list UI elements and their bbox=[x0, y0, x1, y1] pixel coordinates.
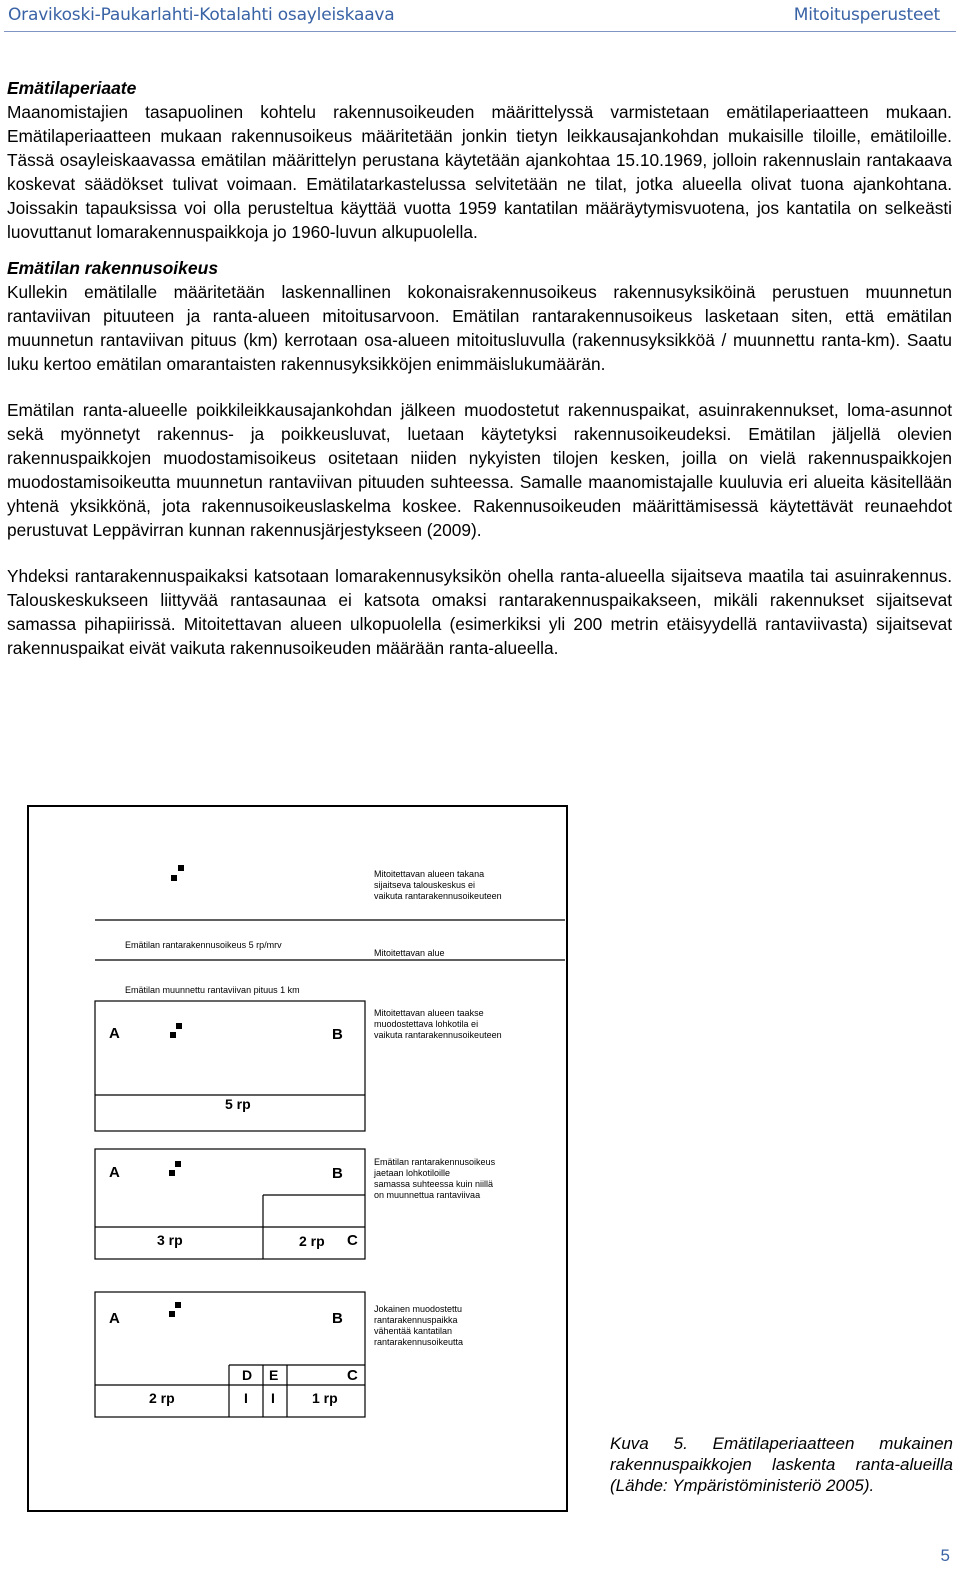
panel-1-a: A bbox=[109, 1025, 120, 1042]
figure-diagram bbox=[27, 805, 569, 1513]
label-alue: Mitoitettavan alue bbox=[374, 948, 445, 958]
panel-3-c: C bbox=[347, 1367, 358, 1384]
panel-2-b: B bbox=[332, 1165, 343, 1182]
page-header bbox=[0, 0, 960, 34]
paragraph-rakennusoikeus-2: Emätilan ranta-alueelle poikkileikkausajankohdan jälkeen muodostetut rakennuspaikat, asuinrakennukset, loma-asunnot sekä myönnetyt rakennus- ja poikkeusluvat, luetaan käytetyksi rakennusoikeudeksi. Emätilan jäljellä olevien rakennuspaikkojen muodostamisoikeus ositetaan niiden nykyisten tilojen kesken, joilla on vielä rakennuspaikkojen muodostamisoikeutta muunnetun rantaviivan pituuden suhteessa. Samalle maanomistajalle kuuluvia eri alueita käsitellään yhtenä yksikkönä, jota rakennusoikeuslaskelma koskee. Rakennusoikeuden määrittämisessä käytettävät reunaehdot perustuvat Leppävirran kunnan rakennusjärjestykseen (2009). bbox=[7, 400, 952, 540]
note-3-3: samassa suhteessa kuin niillä bbox=[374, 1179, 494, 1189]
note-3-2: jaetaan lohkotiloille bbox=[374, 1168, 451, 1178]
label-rakennusoikeus: Emätilan rantarakennusoikeus 5 rp/mrv bbox=[125, 940, 282, 950]
panel-2-a: A bbox=[109, 1164, 120, 1181]
panel-3-i1: I bbox=[244, 1390, 248, 1406]
note-4-2: rantarakennuspaikka bbox=[374, 1315, 458, 1325]
panel-2-rp2: 2 rp bbox=[299, 1233, 325, 1249]
note-4-1: Jokainen muodostettu bbox=[374, 1304, 463, 1314]
note-2-2: muodostettava lohkotila ei bbox=[374, 1019, 479, 1029]
panel-3-e: E bbox=[269, 1367, 279, 1383]
note-top-2: sijaitseva talouskeskus ei bbox=[374, 880, 476, 890]
paragraph-rakennusoikeus-3: Yhdeksi rantarakennuspaikaksi katsotaan lomarakennusyksikön ohella ranta-alueella sijaitseva maatila tai asuinrakennus. Talouskeskukseen liittyvää rantasaunaa ei katsota omaksi rantarakennuspaikakseen, mikäli rakennukset sijaitsevat samassa pihapiirissä. Mitoitettavan alueen ulkopuolella (esimerkiksi yli 200 metrin etäisyydellä rantaviivasta) sijaitsevat rakennuspaikat eivät vaikuta rakennusoikeuden määrään ranta-alueella. bbox=[7, 566, 952, 658]
panel-3-rp2: 1 rp bbox=[312, 1390, 338, 1406]
panel-1-b: B bbox=[332, 1026, 343, 1043]
paragraph-ematilaperiaate: Maanomistajien tasapuolinen kohtelu rakennusoikeuden määrittelyssä varmistetaan emätilaperiaatteen mukaan. Emätilaperiaatteen mukaan rakennusoikeus määritetään jonkin tietyn leikkausajankohdan mukaisille tiloille, emätiloille. Tässä osayleiskaavassa emätilan määrittelyn perustana käytetään ajankohtaa 15.10.1969, jolloin rakennuslain rantakaava koskevat säädökset tulivat voimaan. Emätilatarkastelussa selvitetään ne tilat, jotka alueella olivat tuona ajankohtana. Joissakin tapauksissa voi olla perusteltua käyttää vuotta 1959 kantatilan määräytymisvuotena, jos kantatila on selkeästi luovuttanut lomarakennuspaikkoja jo 1960-luvun alkupuolella. bbox=[7, 102, 952, 242]
panel-3-d: D bbox=[242, 1367, 253, 1383]
section-title: Mitoitusperusteet bbox=[793, 5, 940, 25]
note-top-3: vaikuta rantarakennusoikeuteen bbox=[374, 891, 502, 901]
document-title: Oravikoski-Paukarlahti-Kotalahti osayleiskaava bbox=[8, 5, 395, 25]
note-top-1: Mitoitettavan alueen takana bbox=[374, 869, 485, 879]
panel-1-rp: 5 rp bbox=[225, 1096, 251, 1112]
panel-2-rp1: 3 rp bbox=[157, 1232, 183, 1248]
panel-3-rp1: 2 rp bbox=[149, 1390, 175, 1406]
note-3-4: on muunnettua rantaviivaa bbox=[374, 1190, 481, 1200]
panel-3-a: A bbox=[109, 1310, 120, 1327]
paragraph-rakennusoikeus-1: Kullekin emätilalle määritetään laskennallinen kokonaisrakennusoikeus rakennusyksiköinä perustuen muunnetun rantaviivan pituuteen ja ranta-alueen mitoitusarvoon. Emätilan rantarakennusoikeus lasketaan siten, että emätilan muunnetun rantaviivan pituus (km) kerrotaan osa-alueen mitoitusluvulla (rakennusyksikköä / muunnettu ranta-km). Saatu luku kertoo emätilan omarantaisten rakennusyksikköjen enimmäislukumäärän. bbox=[7, 282, 952, 374]
note-2-3: vaikuta rantarakennusoikeuteen bbox=[374, 1030, 502, 1040]
body-text bbox=[7, 76, 952, 660]
panel-2-c: C bbox=[347, 1232, 358, 1249]
page-number: 5 bbox=[940, 1546, 950, 1565]
diagram-svg bbox=[27, 805, 569, 1513]
figure-caption: Kuva 5. Emätilaperiaatteen mukainen rakennuspaikkojen laskenta ranta-alueilla (Lähde: Ympäristöministeriö 2005). bbox=[610, 1434, 953, 1495]
note-3-1: Emätilan rantarakennusoikeus bbox=[374, 1157, 496, 1167]
panel-3-b: B bbox=[332, 1310, 343, 1327]
heading-ematilaperiaate: Emätilaperiaate bbox=[7, 78, 137, 98]
note-4-4: rantarakennusoikeutta bbox=[374, 1337, 464, 1347]
heading-rakennusoikeus: Emätilan rakennusoikeus bbox=[7, 258, 219, 278]
header-divider bbox=[4, 31, 956, 32]
house-marker bbox=[178, 865, 184, 871]
note-4-3: vähentää kantatilan bbox=[374, 1326, 453, 1336]
panel-3-i2: I bbox=[271, 1390, 275, 1406]
shore-sauna-marker bbox=[171, 875, 177, 881]
label-rantaviiva: Emätilan muunnettu rantaviivan pituus 1 km bbox=[125, 985, 300, 995]
note-2-1: Mitoitettavan alueen taakse bbox=[374, 1008, 484, 1018]
